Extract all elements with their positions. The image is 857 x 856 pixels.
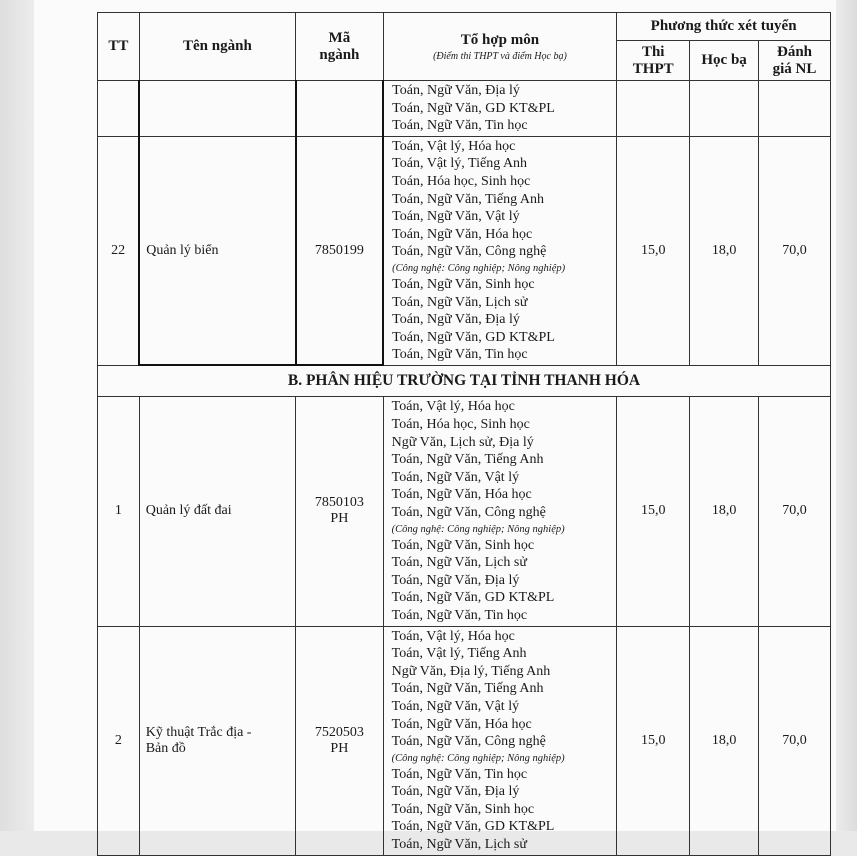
combo-line: Toán, Ngữ Văn, Tiếng Anh <box>391 452 544 468</box>
table-row <box>98 136 831 365</box>
combo-line: Toán, Ngữ Văn, GD KT&PL <box>392 100 555 116</box>
header-phuong-thuc: Phương thức xét tuyển <box>617 13 831 41</box>
cell-dgnl-empty <box>759 81 831 137</box>
combo-line: Toán, Ngữ Văn, Vật lý <box>391 469 520 485</box>
combo-line: Toán, Hóa học, Sinh học <box>392 173 531 189</box>
cell-name: Quản lý biển <box>139 136 295 365</box>
section-row <box>98 365 831 397</box>
header-to-hop <box>383 13 617 81</box>
cell-dgnl: 70,0 <box>759 626 831 855</box>
header-dgnl-line2: giá NL <box>772 60 817 77</box>
combo-line: Toán, Vật lý, Tiếng Anh <box>391 646 527 662</box>
header-dgnl <box>759 41 831 81</box>
code-line2: PH <box>330 740 349 756</box>
table-row <box>98 397 831 626</box>
combo-line: Toán, Ngữ Văn, Địa lý <box>392 312 520 328</box>
header-tt: TT <box>98 13 140 81</box>
combo-line: Toán, Ngữ Văn, Vật lý <box>392 209 520 225</box>
cell-thpt-empty <box>617 81 690 137</box>
combo-line: Toán, Ngữ Văn, Hóa học <box>392 226 533 242</box>
combo-line: Toán, Vật lý, Hóa học <box>391 399 515 415</box>
combo-line: Toán, Ngữ Văn, Lịch sử <box>392 294 528 310</box>
cell-name <box>139 626 295 855</box>
cell-code <box>296 626 384 855</box>
combo-line: Toán, Ngữ Văn, Sinh học <box>392 276 535 292</box>
combo-line: Toán, Ngữ Văn, Địa lý <box>391 572 520 588</box>
combo-line: Toán, Ngữ Văn, Tin học <box>391 766 528 782</box>
header-ma-nganh-line1: Mã <box>328 29 351 46</box>
cell-hocba: 18,0 <box>690 397 759 626</box>
cell-thpt: 15,0 <box>617 397 690 626</box>
header-thpt-line2: THPT <box>632 60 674 77</box>
cell-dgnl: 70,0 <box>759 397 831 626</box>
header-thpt-line1: Thi <box>641 43 665 60</box>
name-line2: Bản đồ <box>145 740 186 756</box>
cell-tt: 22 <box>98 136 140 365</box>
cell-combos <box>383 136 617 365</box>
combo-line: Toán, Ngữ Văn, Công nghệ <box>391 734 546 750</box>
combo-line: Toán, Ngữ Văn, GD KT&PL <box>391 819 555 835</box>
combo-line: Toán, Hóa học, Sinh học <box>391 417 530 432</box>
combo-line: Toán, Ngữ Văn, Tin học <box>391 607 528 623</box>
combo-line: Toán, Ngữ Văn, Tin học <box>392 347 528 363</box>
header-ma-nganh-line2: ngành <box>319 46 360 63</box>
header-to-hop-sub: (Điểm thi THPT và điểm Học bạ) <box>433 50 567 62</box>
combo-note: (Công nghệ: Công nghiệp; Nông nghiệp) <box>391 523 565 535</box>
code-line1: 7850103 <box>314 495 364 511</box>
cell-hocba: 18,0 <box>690 626 759 855</box>
cell-code <box>296 397 384 626</box>
combo-line: Ngữ Văn, Địa lý, Tiếng Anh <box>391 663 551 679</box>
combo-line: Toán, Ngữ Văn, Công nghệ <box>391 504 546 520</box>
cell-hocba: 18,0 <box>690 136 759 365</box>
admission-table <box>97 12 831 856</box>
cell-name-empty <box>139 81 295 137</box>
cell-dgnl: 70,0 <box>759 136 831 365</box>
combo-line: Toán, Ngữ Văn, Địa lý <box>391 784 520 800</box>
combo-line: Toán, Ngữ Văn, Tin học <box>392 118 528 134</box>
combo-line: Toán, Ngữ Văn, Tiếng Anh <box>392 191 544 207</box>
combo-line: Toán, Ngữ Văn, Tiếng Anh <box>391 681 544 697</box>
table-row <box>98 626 831 855</box>
combo-line: Toán, Ngữ Văn, Hóa học <box>391 716 532 732</box>
section-title: B. PHÂN HIỆU TRƯỜNG TẠI TỈNH THANH HÓA <box>98 365 831 397</box>
combo-line: Toán, Ngữ Văn, Hóa học <box>391 487 532 503</box>
combo-line: Toán, Ngữ Văn, Sinh học <box>391 801 535 817</box>
name-line1: Kỹ thuật Trắc địa - <box>145 724 252 740</box>
combo-line: Toán, Ngữ Văn, GD KT&PL <box>391 590 555 606</box>
cell-tt: 1 <box>98 397 140 626</box>
combo-line: Toán, Vật lý, Tiếng Anh <box>392 156 528 172</box>
cell-code: 7850199 <box>296 136 384 365</box>
code-line2: PH <box>330 511 349 527</box>
header-hoc-ba: Học bạ <box>690 41 759 81</box>
cell-tt-empty <box>98 81 140 137</box>
combo-line: Toán, Ngữ Văn, Địa lý <box>392 83 520 98</box>
table-row-continuation <box>98 81 831 137</box>
combo-line: Toán, Vật lý, Hóa học <box>391 628 515 644</box>
combo-line: Toán, Ngữ Văn, Sinh học <box>391 537 535 553</box>
cell-thpt: 15,0 <box>617 626 690 855</box>
combo-line: Toán, Ngữ Văn, Công nghệ <box>392 244 547 260</box>
cell-tt: 2 <box>98 626 140 855</box>
cell-code-empty <box>296 81 384 137</box>
page-edge-left <box>0 0 34 831</box>
page-edge-right <box>836 0 857 831</box>
combo-line: Ngữ Văn, Lịch sử, Địa lý <box>391 434 534 450</box>
cell-combos <box>383 81 617 137</box>
combo-note: (Công nghệ: Công nghiệp; Nông nghiệp) <box>392 262 566 274</box>
cell-combos <box>383 397 617 626</box>
cell-name: Quản lý đất đai <box>139 397 295 626</box>
header-ma-nganh <box>296 13 384 81</box>
header-dgnl-line1: Đánh <box>776 43 813 60</box>
combo-line: Toán, Ngữ Văn, Lịch sử <box>391 837 527 853</box>
cell-thpt: 15,0 <box>617 136 690 365</box>
combo-line: Toán, Vật lý, Hóa học <box>392 138 516 154</box>
cell-hocba-empty <box>690 81 759 137</box>
code-line1: 7520503 <box>314 724 364 740</box>
header-thi-thpt <box>617 41 690 81</box>
combo-line: Toán, Ngữ Văn, Lịch sử <box>391 555 527 571</box>
cell-combos <box>383 626 617 855</box>
header-ten-nganh: Tên ngành <box>139 13 295 81</box>
combo-line: Toán, Ngữ Văn, Vật lý <box>391 698 520 714</box>
header-to-hop-title: Tổ hợp môn <box>460 31 540 48</box>
combo-line: Toán, Ngữ Văn, GD KT&PL <box>392 329 555 345</box>
combo-note: (Công nghệ: Công nghiệp; Nông nghiệp) <box>391 752 565 764</box>
